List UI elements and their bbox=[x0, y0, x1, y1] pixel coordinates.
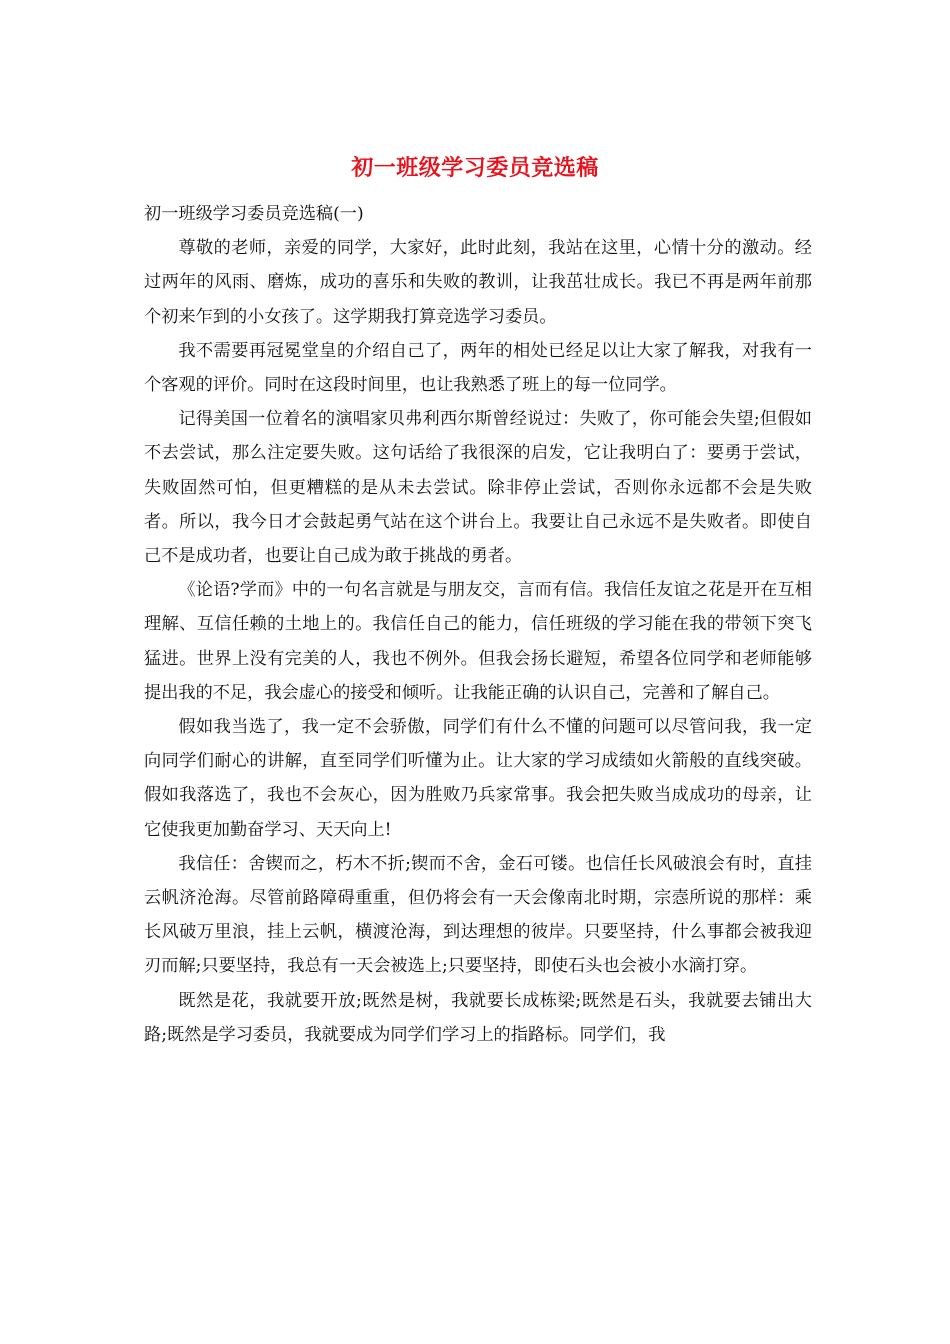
document-body bbox=[144, 197, 812, 1052]
paragraph: 假如我当选了，我一定不会骄傲，同学们有什么不懂的问题可以尽管问我，我一定向同学们耐心的讲解，直至同学们听懂为止。让大家的学习成绩如火箭般的直线突破。假如我落选了，我也不会灰心，因为胜败乃兵家常事。我会把失败当成成功的母亲，让它使我更加勤奋学习、天天向上! bbox=[144, 717, 812, 840]
paragraph: 我不需要再冠冕堂皇的介绍自己了，两年的相处已经足以让大家了解我，对我有一个客观的评价。同时在这段时间里，也让我熟悉了班上的每一位同学。 bbox=[144, 340, 812, 396]
paragraph: 既然是花，我就要开放;既然是树，我就要长成栋梁;既然是石头，我就要去铺出大路;既然是学习委员，我就要成为同学们学习上的指路标。同学们，我 bbox=[144, 990, 812, 1045]
document-subtitle: 初一班级学习委员竞选稿(一) bbox=[144, 204, 364, 224]
paragraph: 《论语?学而》中的一句名言就是与朋友交，言而有信。我信任友谊之花是开在互相理解、互信任赖的土地上的。我信任自己的能力，信任班级的学习能在我的带领下突飞猛进。世界上没有完美的人，我也不例外。但我会扬长避短，希望各位同学和老师能够提出我的不足，我会虚心的接受和倾听。让我能正确的认识自己，完善和了解自己。 bbox=[144, 580, 812, 703]
paragraph: 尊敬的老师，亲爱的同学，大家好，此时此刻，我站在这里，心情十分的激动。经过两年的风雨、磨炼，成功的喜乐和失败的教训，让我茁壮成长。我已不再是两年前那个初来乍到的小女孩了。这学期我打算竞选学习委员。 bbox=[144, 238, 812, 327]
document-title: 初一班级学习委员竞选稿 bbox=[351, 155, 599, 181]
paragraph: 记得美国一位着名的演唱家贝弗利西尔斯曾经说过：失败了，你可能会失望;但假如不去尝试，那么注定要失败。这句话给了我很深的启发，它让我明白了：要勇于尝试，失败固然可怕，但更糟糕的是从未去尝试。除非停止尝试，否则你永远都不会是失败者。所以，我今日才会鼓起勇气站在这个讲台上。我要让自己永远不是失败者。即使自己不是成功者，也要让自己成为敢于挑战的勇者。 bbox=[144, 409, 812, 567]
paragraph: 我信任：舍锲而之，朽木不折;锲而不舍，金石可镂。也信任长风破浪会有时，直挂云帆济沧海。尽管前路障碍重重，但仍将会有一天会像南北时期，宗悫所说的那样：乘长风破万里浪，挂上云帆，横渡沧海，到达理想的彼岸。只要坚持，什么事都会被我迎刃而解;只要坚持，我总有一天会被选上;只要坚持，即使石头也会被小水滴打穿。 bbox=[144, 853, 812, 977]
